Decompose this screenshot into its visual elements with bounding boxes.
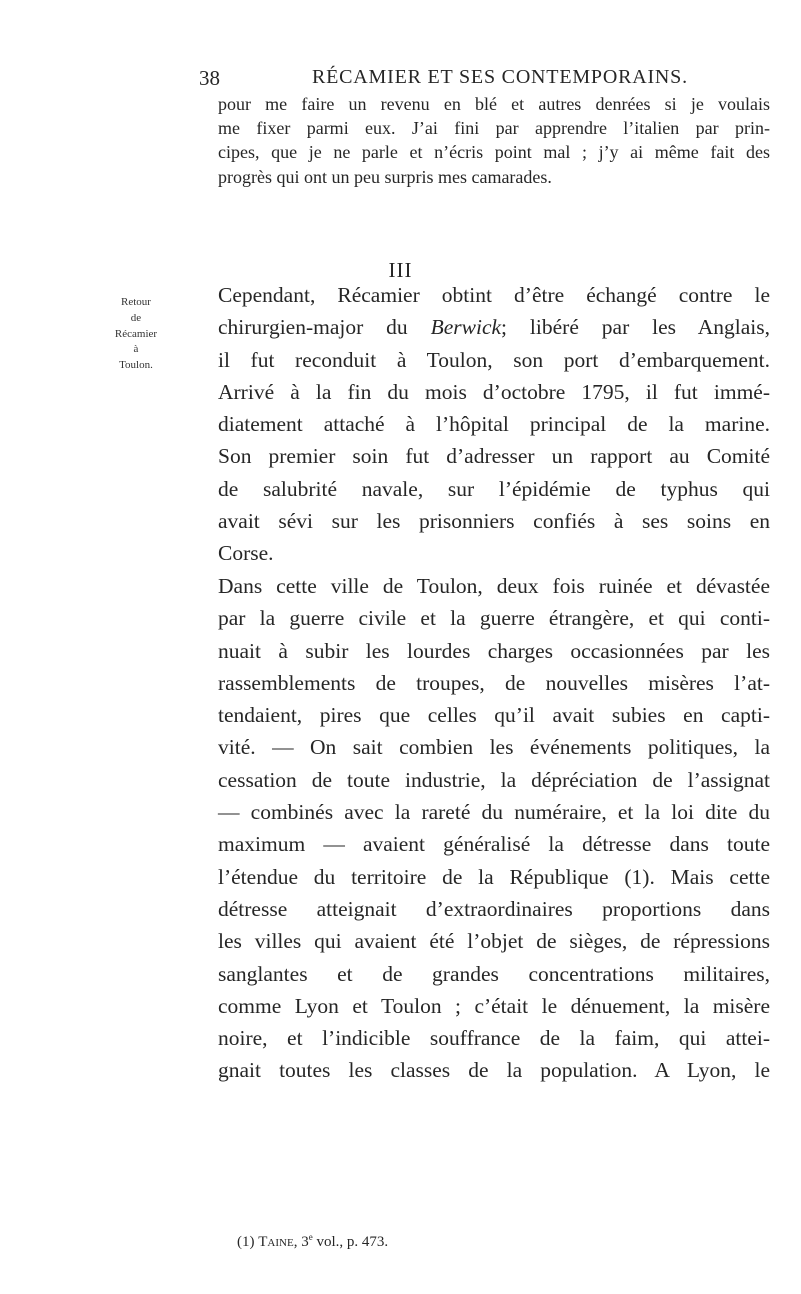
text-line: diatement attaché à l’hôpital principal de la marine.: [218, 412, 770, 437]
paragraph-2: [218, 570, 770, 1087]
footnote-marker: (1): [237, 1234, 255, 1250]
marginal-note: [112, 295, 160, 374]
footnote-volume-suffix: e: [308, 1232, 313, 1242]
marginal-note-line: Récamier: [114, 327, 158, 340]
text-fragment: ; libéré par les Anglais,: [501, 315, 770, 340]
text-line: gnait toutes les classes de la population. A Lyon, le: [218, 1058, 770, 1083]
opening-paragraph: [218, 92, 770, 189]
paragraph-1: [218, 279, 770, 570]
text-line: Dans cette ville de Toulon, deux fois ruinée et dévastée: [218, 574, 770, 598]
footnote: (1) Taine, 3e vol., p. 473.: [237, 1232, 389, 1250]
text-line: comme Lyon et Toulon ; c’était le dénuement, la misère: [218, 993, 770, 1018]
section-number: III: [388, 258, 413, 282]
text-line: me fixer parmi eux. J’ai fini par apprendre l’italien par prin-: [218, 118, 770, 139]
text-line: pour me faire un revenu en blé et autres denrées si je voulais: [218, 94, 770, 114]
text-line: Arrivé à la fin du mois d’octobre 1795, il fut immé-: [218, 379, 770, 404]
marginal-note-line: de: [130, 311, 142, 324]
text-line: Son premier soin fut d’adresser un rapport au Comité: [218, 444, 770, 469]
text-line: nuait à subir les lourdes charges occasionnées par les: [218, 638, 770, 663]
text-line: détresse atteignait d’extraordinaires proportions dans: [218, 896, 770, 921]
text-line: rassemblements de troupes, de nouvelles misères l’at-: [218, 670, 770, 695]
text-line: vité. — On sait combien les événements politiques, la: [218, 735, 770, 760]
text-line: Cependant, Récamier obtint d’être échangé contre le: [218, 283, 770, 307]
text-line: avait sévi sur les prisonniers confiés à ses soins en: [218, 509, 770, 534]
ship-name: Berwick: [430, 315, 502, 340]
text-line: l’étendue du territoire de la République (1). Mais cette: [218, 864, 770, 889]
footnote-volume: 3: [301, 1234, 309, 1250]
text-line: noire, et l’indicible souffrance de la faim, qui attei-: [218, 1026, 770, 1051]
text-line: tendaient, pires que celles qu’il avait subies en capti-: [218, 703, 770, 728]
text-line: par la guerre civile et la guerre étrangère, et qui conti-: [218, 606, 770, 631]
marginal-note-line: Retour: [121, 296, 151, 308]
running-head: RÉCAMIER ET SES CONTEMPORAINS.: [312, 66, 688, 88]
page-number: 38: [199, 66, 220, 90]
text-line: [218, 311, 770, 343]
text-line: les villes qui avaient été l’objet de sièges, de répressions: [218, 929, 770, 954]
marginal-note-line: à: [133, 343, 139, 356]
text-line: sanglantes et de grandes concentrations militaires,: [218, 961, 770, 986]
text-line: il fut reconduit à Toulon, son port d’embarquement.: [218, 347, 770, 372]
text-line: progrès qui ont un peu surpris mes camarades.: [218, 166, 552, 187]
text-line: de salubrité navale, sur l’épidémie de typhus qui: [218, 476, 770, 501]
text-line: cipes, que je ne parle et n’écris point mal ; j’y ai même fait des: [218, 142, 770, 163]
footnote-reference: vol., p. 473.: [316, 1234, 389, 1250]
footnote-author: Taine: [258, 1234, 294, 1250]
marginal-note-line: Toulon.: [119, 359, 153, 372]
text-line: — combinés avec la rareté du numéraire, et la loi dite du: [218, 800, 770, 825]
text-line: Corse.: [218, 541, 274, 566]
text-line: maximum — avaient généralisé la détresse dans toute: [218, 832, 770, 857]
text-fragment: chirurgien-major du: [218, 315, 431, 340]
text-line: cessation de toute industrie, la dépréciation de l’assignat: [218, 767, 770, 792]
